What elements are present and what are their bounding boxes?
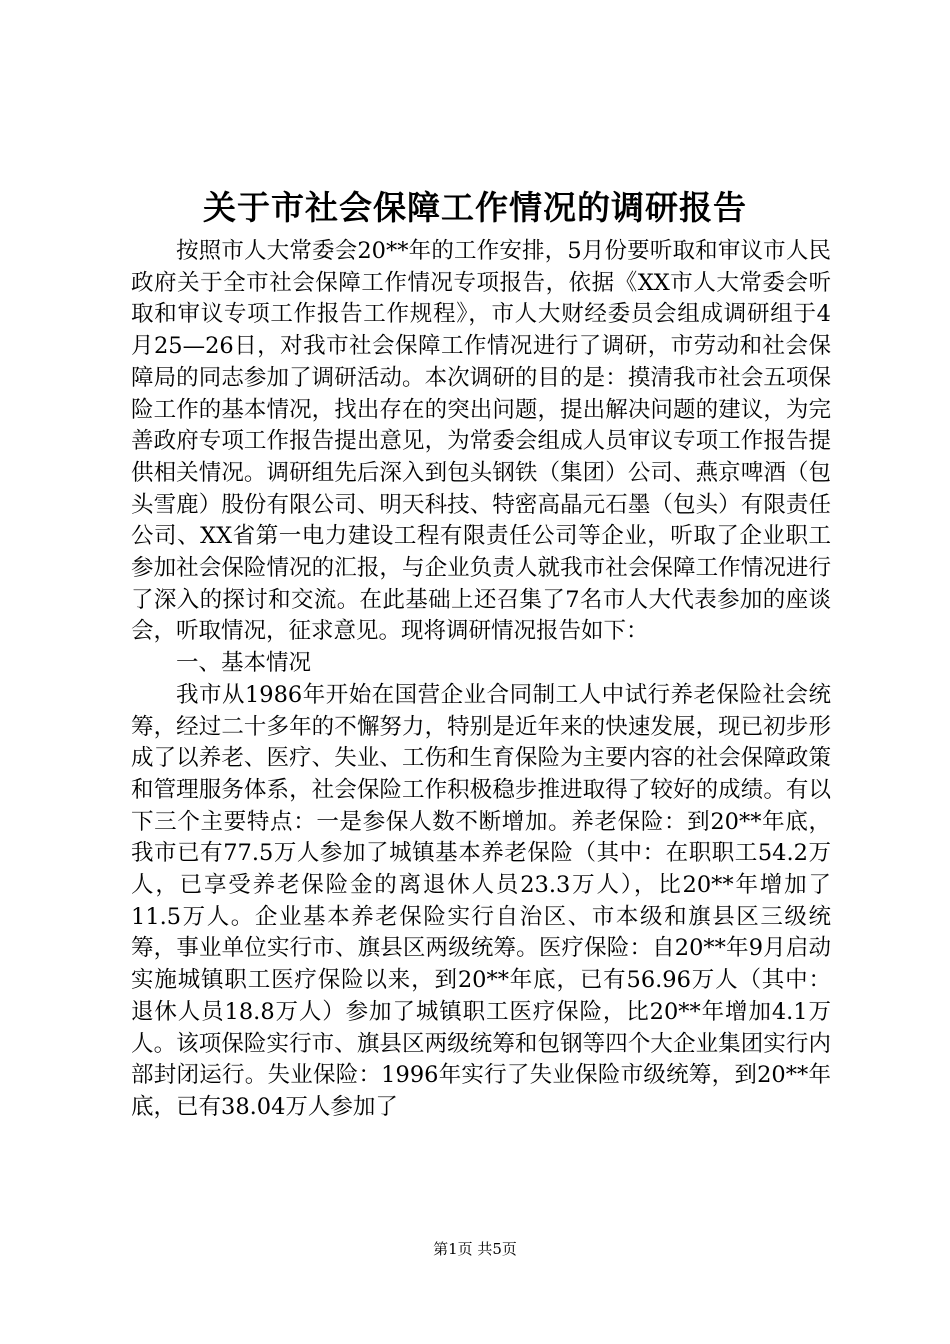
section-heading-basic-situation: 一、基本情况 [176, 650, 312, 677]
paragraph-intro: 按照市人大常委会20**年的工作安排，5月份要听取和审议市人民政府关于全市社会保障工作情况专项报告，依据《XX市人大常委会听取和审议专项工作报告工作规程》，市人大财经委员会组成调研组于4月25—26日，对我市社会保障工作情况进行了调研，市劳动和社会保障局的同志参加了调研活动。本次调研的目的是：摸清我市社会五项保险工作的基本情况，找出存在的突出问题，提出解决问题的建议，为完善政府专项工作报告提出意见，为常委会组成人员审议专项工作报告提供相关情况。调研组先后深入到包头钢铁（集团）公司、燕京啤酒（包头雪鹿）股份有限公司、明天科技、特密高晶元石墨（包头）有限责任公司、XX省第一电力建设工程有限责任公司等企业，听取了企业职工参加社会保险情况的汇报，与企业负责人就我市社会保障工作情况进行了深入的探讨和交流。在此基础上还召集了7名市人大代表参加的座谈会，听取情况，征求意见。现将调研情况报告如下： [131, 238, 831, 645]
document-title: 关于市社会保障工作情况的调研报告 [203, 188, 747, 227]
document-body [131, 236, 831, 1124]
page-footer: 第1页 共5页 [433, 1240, 517, 1258]
paragraph-basic-situation: 我市从1986年开始在国营企业合同制工人中试行养老保险社会统筹，经过二十多年的不懈努力，特别是近年来的快速发展，现已初步形成了以养老、医疗、失业、工伤和生育保险为主要内容的社会保障政策和管理服务体系，社会保险工作积极稳步推进取得了较好的成绩。有以下三个主要特点：一是参保人数不断增加。养老保险：到20**年底，我市已有77.5万人参加了城镇基本养老保险（其中：在职职工54.2万人，已享受养老保险金的离退休人员23.3万人），比20**年增加了11.5万人。企业基本养老保险实行自治区、市本级和旗县区三级统筹，事业单位实行市、旗县区两级统筹。医疗保险：自20**年9月启动实施城镇职工医疗保险以来，到20**年底，已有56.96万人（其中：退休人员18.8万人）参加了城镇职工医疗保险，比20**年增加4.1万人。该项保险实行市、旗县区两级统筹和包钢等四个大企业集团实行内部封闭运行。失业保险：1996年实行了失业保险市级统筹，到20**年底，已有38.04万人参加了 [131, 681, 831, 1120]
